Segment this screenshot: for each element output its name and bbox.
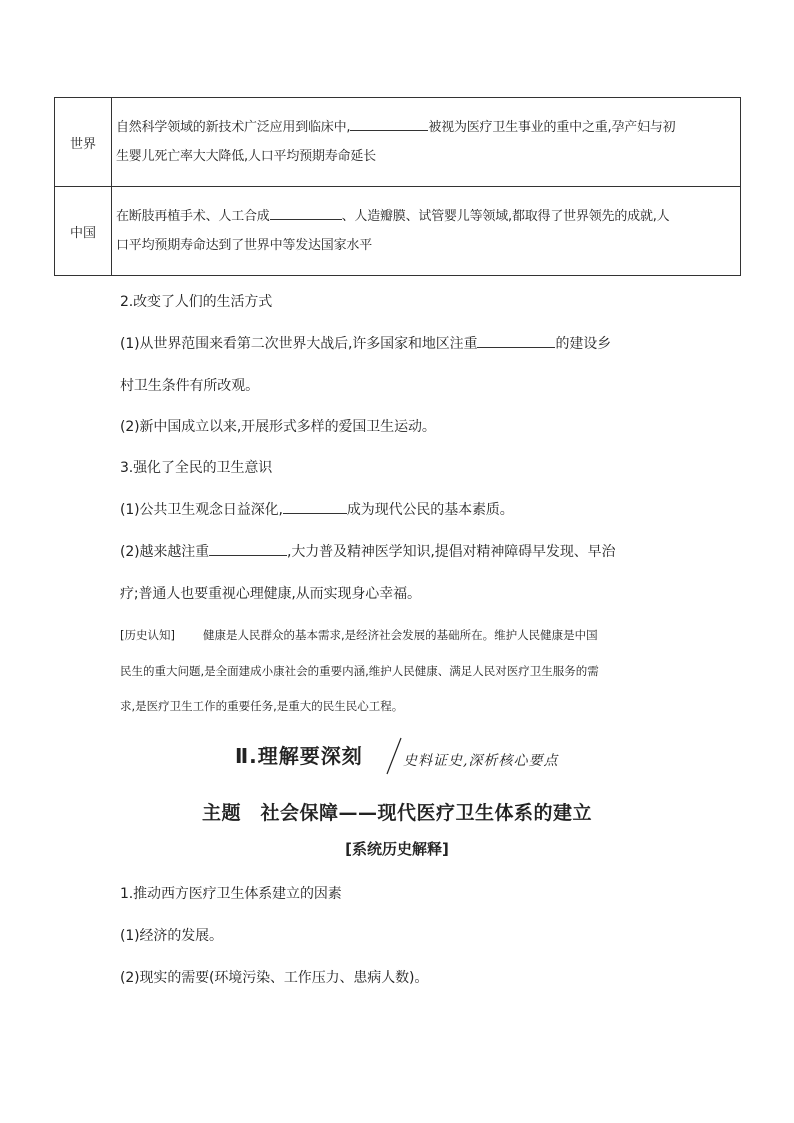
paragraph-line: (2)新中国成立以来,开展形式多样的爱国卫生运动。	[120, 419, 436, 435]
paragraph-line: (2)现实的需要(环境污染、工作压力、患病人数)。	[120, 970, 429, 986]
row-label: 中国	[55, 187, 112, 276]
note-line	[120, 627, 598, 643]
section-heading: 3.强化了全民的卫生意识	[120, 460, 273, 476]
paragraph-line	[120, 333, 611, 353]
section-subtitle: 史料证史,深析核心要点	[403, 753, 559, 769]
comparison-table	[54, 97, 741, 276]
text-segment: 自然科学领域的新技术广泛应用到临床中,	[116, 120, 351, 135]
note-line: 民生的重大问题,是全面建成小康社会的重要内涵,维护人民健康、满足人民对医疗卫生服务的需	[120, 664, 599, 678]
text-segment: (1)公共卫生观念日益深化,	[120, 502, 283, 518]
text-segment: 、人造瓣膜、试管婴儿等领域,都取得了世界领先的成就,人	[341, 209, 670, 224]
paragraph-line: 疗;普通人也要重视心理健康,从而实现身心幸福。	[120, 586, 421, 602]
text-segment: 被视为医疗卫生事业的重中之重,孕产妇与初	[428, 120, 676, 135]
fill-blank[interactable]	[283, 499, 347, 514]
paragraph-line	[120, 499, 514, 519]
fill-blank[interactable]	[477, 333, 555, 348]
slash-divider-icon	[385, 736, 403, 776]
text-segment: 在断肢再植手术、人工合成	[116, 209, 270, 224]
table-row	[55, 187, 741, 276]
text-segment: (2)越来越注重	[120, 544, 210, 560]
text-segment: 成为现代公民的基本素质。	[346, 502, 514, 518]
paragraph-line: (1)经济的发展。	[120, 928, 223, 944]
topic-title: 主题 社会保障——现代医疗卫生体系的建立	[201, 802, 592, 824]
row-content	[112, 187, 741, 276]
fill-blank[interactable]	[270, 205, 342, 220]
section-heading: 1.推动西方医疗卫生体系建立的因素	[120, 886, 342, 902]
text-segment: 口平均预期寿命达到了世界中等发达国家水平	[116, 238, 373, 253]
row-content	[112, 98, 741, 187]
text-segment: 的建设乡	[555, 336, 612, 352]
text-segment: ,大力普及精神医学知识,提倡对精神障碍早发现、早治	[287, 544, 616, 560]
row-label: 世界	[55, 98, 112, 187]
section-title: Ⅱ.理解要深刻	[235, 744, 363, 768]
text-segment: 健康是人民群众的基本需求,是经济社会发展的基础所在。维护人民健康是中国	[202, 628, 598, 642]
text-segment: (1)从世界范围来看第二次世界大战后,许多国家和地区注重	[120, 336, 478, 352]
section-heading: 2.改变了人们的生活方式	[120, 294, 273, 310]
fill-blank[interactable]	[350, 116, 428, 131]
paragraph-line: 村卫生条件有所改观。	[120, 378, 259, 394]
text-segment: 生婴儿死亡率大大降低,人口平均预期寿命延长	[116, 149, 376, 164]
paragraph-line	[120, 541, 615, 561]
note-line: 求,是医疗卫生工作的重要任务,是重大的民生民心工程。	[120, 699, 404, 713]
fill-blank[interactable]	[209, 541, 287, 556]
subtopic-title: [系统历史解释]	[345, 840, 449, 858]
table-row	[55, 98, 741, 187]
section-header	[235, 740, 565, 774]
note-tag: [历史认知]	[120, 628, 175, 642]
